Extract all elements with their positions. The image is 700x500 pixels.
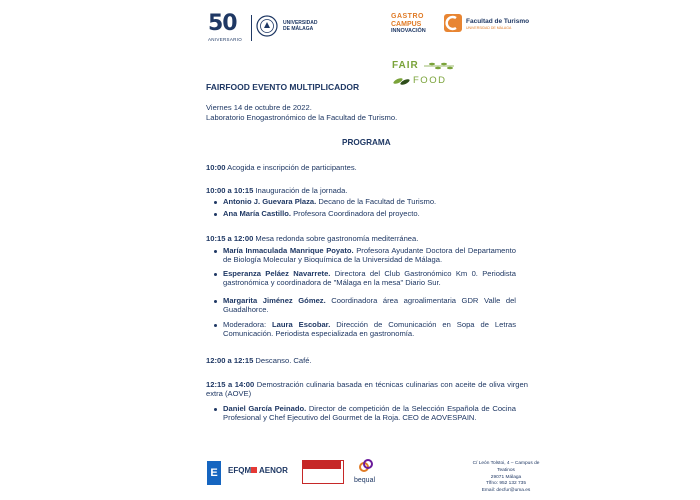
certification-banner [303,461,341,469]
speaker-role: Decano de la Facultad de Turismo. [318,197,437,206]
speaker-role: Director de competición de la Selección Española de Cocina Profesional y Chef Ejecutivo del Gourmet de la Roja. CEO de AOVESPAIN. [223,404,516,423]
event-title: FAIRFOOD EVENTO MULTIPLICADOR [206,82,360,92]
bullet [214,250,217,253]
bullet [214,300,217,303]
speaker-name: Esperanza Peláez Navarrete. [223,269,331,278]
bullet [214,408,217,411]
program-text: Demostración culinaria basada en técnicas culinarias con aceite de oliva virgen extra (AOVE) [206,380,528,399]
speaker [223,269,516,287]
efqm-e-logo: E [207,461,221,485]
address-line: 29071 Málaga [490,474,522,480]
uma-seal-icon [256,15,278,37]
program-time: 12:00 a 12:15 [206,356,254,365]
speaker-name: Margarita Jiménez Gómez. [223,296,326,305]
speaker-role: Directora del Club Gastronómico Km 0. Periodista gastronómica y coordinadora de "Málaga en la mesa" Diario Sur. [223,269,516,288]
speaker-role: Profesora Ayudante Doctora del Departamento de Biología Molecular y Bioquímica de la Universidad de Málaga. [223,246,516,265]
speaker-name: Ana María Castillo. [223,209,291,218]
gastro-line3: INNOVACIÓN [391,28,426,34]
speaker-name: Daniel García Peinado. [223,404,307,413]
program-item [206,356,312,365]
program-item [206,186,347,195]
gastrocampus-logo [391,13,426,36]
program-text: Descanso. Café. [255,356,312,365]
speaker-name: Antonio J. Guevara Plaza. [223,197,317,206]
program-item [206,380,528,398]
gastro-line1: GASTRO [391,13,424,20]
program-time: 10:00 a 10:15 [206,186,254,195]
program-heading: PROGRAMA [342,138,391,147]
faculty-logo-icon [444,14,462,32]
program-text: Mesa redonda sobre gastronomía mediterránea. [255,234,419,243]
program-time: 10:15 a 12:00 [206,234,254,243]
address-line: Email: decfur@uma.es [481,488,531,494]
speaker-role: Dirección de Comunicación en Sopa de Letras Comunicación. Periodista especializada en gastronomía. [223,320,516,339]
speaker-name: María Inmaculada Manrique Poyato. [223,246,354,255]
speaker-role: Coordinadora área agroalimentaria GDR Valle del Guadalhorce. [223,296,516,315]
speaker-prefix: Moderadora: [223,320,267,329]
event-date: Viernes 14 de octubre de 2022. [206,103,312,112]
bullet [214,213,217,216]
bullet [214,201,217,204]
fairfood-logo-fair: FAIR [392,60,419,71]
gastro-line2: CAMPUS [391,20,422,28]
bequal-logo-icon [358,458,374,474]
address-line: C/ León Tolstoi, 4 – Campus de Teatinos [472,461,540,473]
uma-name-line1: UNIVERSIDAD [283,20,318,26]
address-line: Tlfno: 952 132 735 [485,481,526,487]
program-item [206,163,357,172]
program-text: Inauguración de la jornada. [255,186,348,195]
program-time: 12:15 a 14:00 [206,380,255,389]
faculty-address [467,461,545,495]
speaker [223,197,436,206]
uma-name [283,20,317,32]
bullet [214,324,217,327]
speaker [223,209,420,218]
speaker [223,320,516,338]
event-location: Laboratorio Enogastronómico de la Facultad de Turismo. [206,113,398,122]
efqm-label: EFQM [228,466,252,475]
faculty-subtitle: UNIVERSIDAD DE MÁLAGA [466,26,512,30]
logo-divider [251,15,252,41]
bullet [214,273,217,276]
fairfood-branch-icon [424,62,454,70]
program-time: 10:00 [206,163,226,172]
faculty-name: Facultad de Turismo [466,18,530,25]
program-text: Acogida e inscripción de participantes. [227,163,357,172]
uma-50-logo: 50 [208,11,237,36]
fairfood-logo-food: FOOD [413,75,447,86]
bequal-label: bequal [354,477,376,484]
program-item [206,234,418,243]
aenor-label: AENOR [259,466,288,475]
speaker [223,296,516,314]
uma-anniversary-label: ANIVERSARIO [208,37,243,42]
speaker-name: Laura Escobar. [272,320,331,329]
speaker-role: Profesora Coordinadora del proyecto. [293,209,420,218]
olive-leaves-icon [392,75,412,87]
speaker [223,404,516,422]
aenor-square-icon [251,467,257,473]
speaker [223,246,516,264]
uma-name-line2: DE MÁLAGA [283,26,314,32]
